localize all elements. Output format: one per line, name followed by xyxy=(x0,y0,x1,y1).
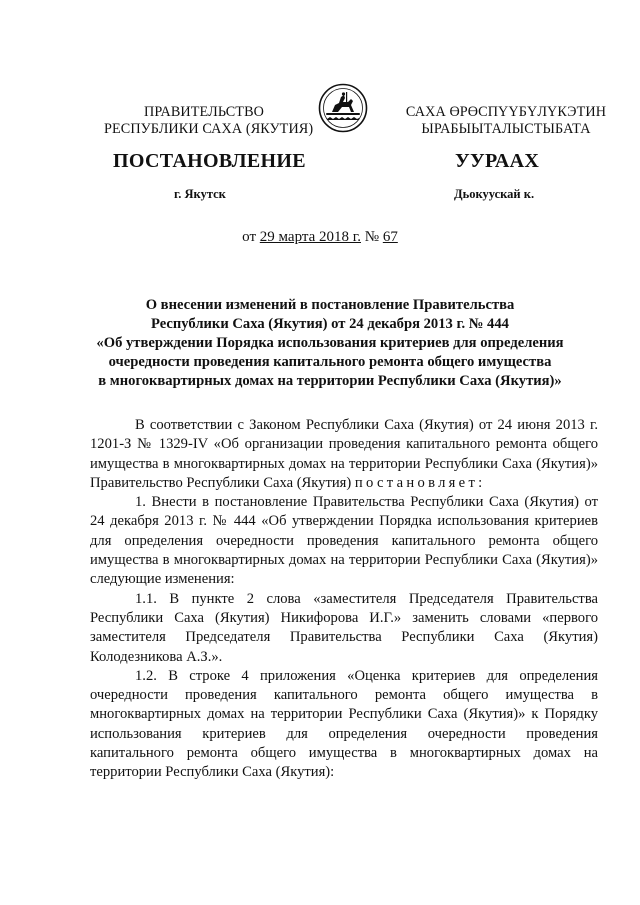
title-line: очередности проведения капитального ремонта общего имущества xyxy=(108,354,552,370)
item-1-1-paragraph: 1.1. В пункте 2 слова «заместителя Председателя Правительства Республики Саха (Якутия) Никифорова И.Г.» заменить словами «первого заместителя Председателя Правительства Республики Саха (Якутия) Колодезникова А.З.». xyxy=(90,590,598,665)
preamble-text: В соответствии с Законом Республики Саха (Якутия) от 24 июня 2013 г. 1201-З № 1329-IV «Об организации проведения капитального ремонта общего имущества в многоквартирных домах на территории Республики Саха (Якутия)» Правительство Республики Саха (Якутия) xyxy=(90,417,598,491)
issuer-ru xyxy=(104,104,314,138)
issuer-ru-line1: ПРАВИТЕЛЬСТВО xyxy=(144,104,264,120)
item-1-paragraph: 1. Внести в постановление Правительства Республики Саха (Якутия) от 24 декабря 2013 г. № 444 «Об утверждении Порядка использования критериев для определения очередности проведения капитального ремонта общего имущества в многоквартирных домах на территории Республики Саха (Якутия)» следующие изменения: xyxy=(90,494,598,588)
title-line: Республики Саха (Якутия) от 24 декабря 2013 г. № 444 xyxy=(151,316,509,332)
issuer-sakha-line2: ЫРАБЫЫТАЛЫСТЫБАТА xyxy=(421,121,591,137)
document-date: 29 марта 2018 г. xyxy=(259,229,361,245)
doc-type-sakha: УУРААХ xyxy=(455,150,540,172)
date-and-number xyxy=(0,229,640,246)
issuer-sakha-line1: САХА ӨРӨСПҮҮБҮЛҮКЭТИН xyxy=(405,104,607,120)
issuer-ru-line2: РЕСПУБЛИКИ САХА (ЯКУТИЯ) xyxy=(104,121,314,137)
document-title xyxy=(60,296,600,391)
title-line: в многоквартирных домах на территории Республики Саха (Якутия)» xyxy=(98,373,562,389)
city-ru: г. Якутск xyxy=(174,187,226,201)
decrees-word: постановляет: xyxy=(354,474,486,491)
title-line: «Об утверждении Порядка использования критериев для определения xyxy=(96,335,564,351)
issuer-sakha xyxy=(393,104,619,138)
date-prefix: от xyxy=(242,229,260,245)
coat-of-arms-emblem-icon xyxy=(318,83,368,133)
item-1-2-paragraph: 1.2. В строке 4 приложения «Оценка критериев для определения очередности проведения капитального ремонта общего имущества в многоквартирных домах на территории Республики Саха (Якутия)» к Порядку использования критериев для определения очередности проведения капитального ремонта общего имущества в многоквартирных домах на территории Республики Саха (Якутия): xyxy=(90,667,598,781)
doc-type-ru: ПОСТАНОВЛЕНИЕ xyxy=(113,150,306,172)
preamble-paragraph xyxy=(90,416,598,493)
number-sign: № xyxy=(361,229,383,245)
document-body xyxy=(90,416,598,783)
city-sakha: Дьокуускай к. xyxy=(454,187,535,201)
document-number: 67 xyxy=(382,229,398,245)
title-line: О внесении изменений в постановление Правительства xyxy=(145,297,515,313)
